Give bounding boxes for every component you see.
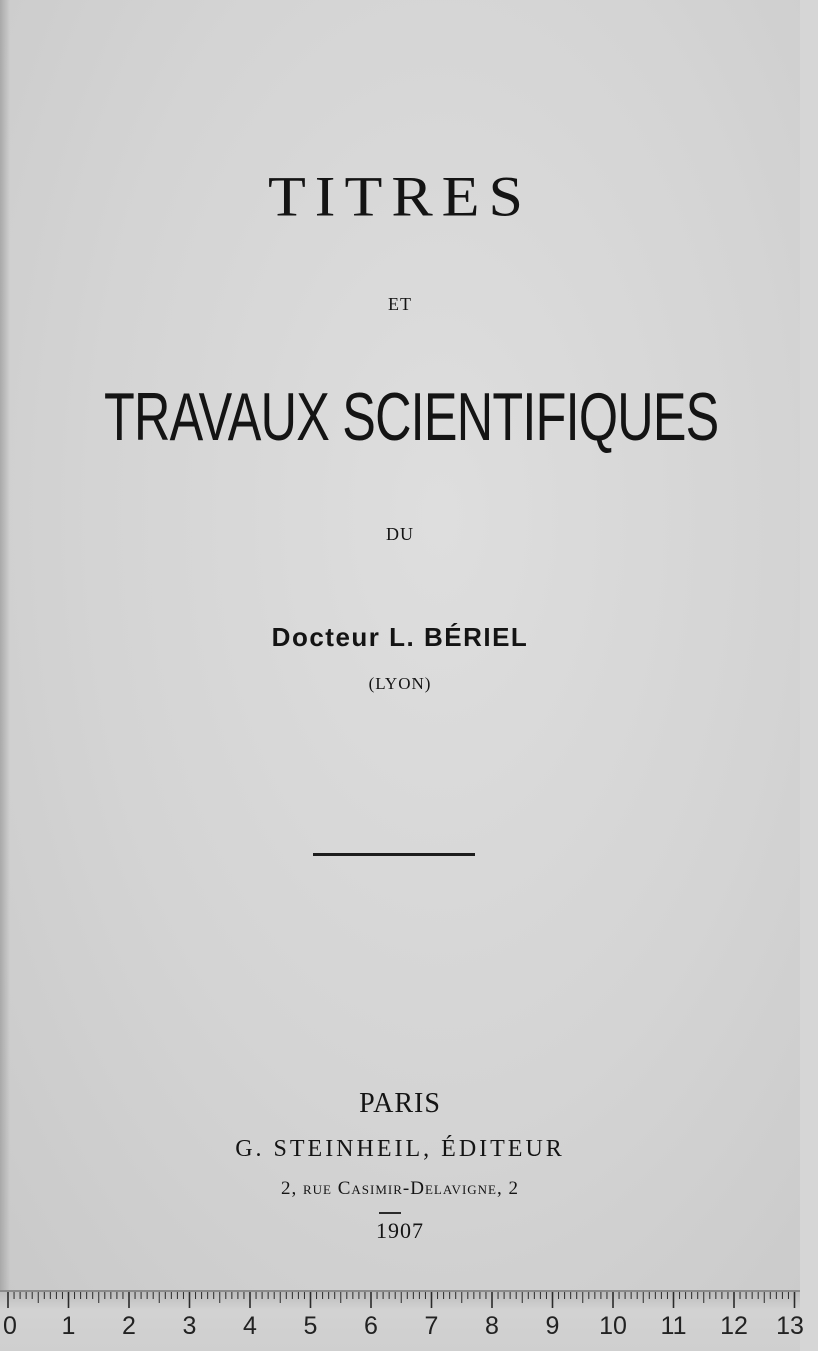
ruler-label: 3 [182, 1312, 197, 1340]
measuring-ruler [0, 1290, 804, 1351]
ruler-label: 11 [660, 1312, 687, 1340]
author-name: Docteur L. BÉRIEL [271, 622, 529, 652]
conjunction-text: ET [388, 294, 412, 314]
imprint-address: 2, rue Casimir-Delavigne, 2 [280, 1178, 519, 1199]
ruler-label: 8 [485, 1312, 499, 1340]
ruler-label: 10 [599, 1312, 627, 1340]
ruler-label: 2 [122, 1312, 136, 1340]
ruler-label: 1 [61, 1312, 76, 1340]
ruler-label: 9 [545, 1312, 560, 1340]
ruler-label: 13 [776, 1312, 804, 1340]
ruler-label: 6 [364, 1312, 378, 1340]
page-title: TITRES [267, 165, 533, 229]
ruler-label: 5 [303, 1312, 318, 1340]
divider-rule [313, 853, 475, 856]
imprint-year: 1907 [376, 1218, 424, 1243]
imprint-city: PARIS [359, 1088, 441, 1119]
preposition-text: DU [386, 524, 414, 544]
ruler-label: 0 [3, 1312, 17, 1340]
year-rule [379, 1212, 401, 1214]
ruler-label: 7 [424, 1312, 439, 1340]
ruler-label: 4 [243, 1312, 257, 1340]
ruler-label: 12 [720, 1312, 748, 1340]
imprint-publisher: G. STEINHEIL, ÉDITEUR [235, 1136, 565, 1162]
subtitle: TRAVAUX SCIENTIFIQUES [104, 379, 719, 455]
author-city: (LYON) [368, 674, 432, 693]
